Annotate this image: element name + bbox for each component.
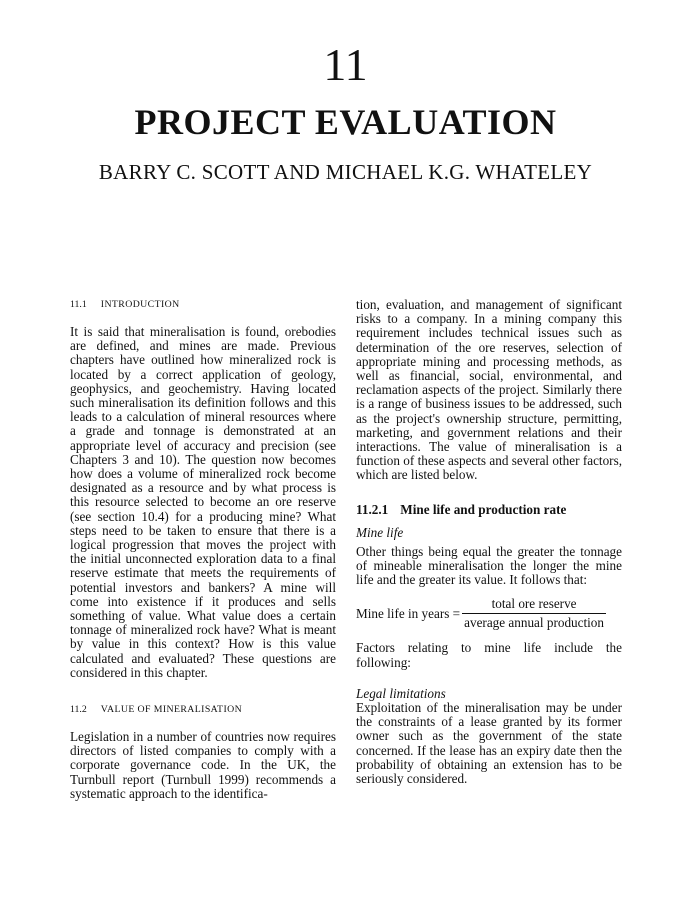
right-column	[356, 298, 622, 786]
chapter-authors: BARRY C. SCOTT AND MICHAEL K.G. WHATELEY	[98, 160, 593, 184]
formula-lhs: Mine life in years =	[356, 605, 461, 621]
subsection-number: 11.2.1	[356, 501, 389, 517]
value-paragraph-start: Legislation in a number of countries now requires directors of listed companies to comply with a corporate governance code. In the UK, the Turnbull report (Turnbull 1999) recommends a systematic approach to the identifica-	[70, 729, 336, 801]
italic-heading-legal: Legal limitations	[356, 685, 446, 701]
subsection-heading-mine-life	[356, 502, 622, 518]
formula-denominator: average annual production	[464, 615, 604, 631]
section-title: INTRODUCTION	[100, 299, 180, 310]
left-column	[70, 298, 336, 801]
section-heading-value	[70, 703, 336, 717]
section-number: 11.1	[70, 299, 87, 310]
chapter-number: 11	[323, 39, 368, 90]
mine-life-paragraph: Other things being equal the greater the tonnage of mineable mineralisation the longer the mine life and the greater its value. It follows that:	[356, 543, 622, 588]
section-heading-introduction	[70, 298, 336, 312]
section-title: VALUE OF MINERALISATION	[100, 704, 243, 716]
factors-intro-paragraph: Factors relating to mine life include the following:	[356, 640, 622, 670]
introduction-paragraph: It is said that mineralisation is found, orebodies are defined, and mines are made. Previous chapters have outlined how mineralized rock is located by a correct application of geology, geophysics, and geochemistry. Having located such mineralisation its definition follows and this leads to a calculation of mineral resources where a grade and tonnage is demonstrated at an appropriate level of accuracy and precision (see Chapters 3 and 10). The question now becomes how does a volume of mineralized rock become designated as a resource and by what process is this resource selected to become an ore reserve (see section 10.4) for a producing mine? What steps need to be taken to ensure that there is a logical progression that moves the project with the initial unconnected exploration data to a final reserve estimate that meets the requirements of potential investors and bankers? A mine will come into existence if it produces and sells something of value. What value does a certain tonnage of mineralized rock have? What is meant by value in this context? How is this value calculated and evaluated? These questions are considered in this chapter.	[70, 324, 336, 680]
value-paragraph-continued: tion, evaluation, and management of significant risks to a company. In a mining company this requirement includes technical issues such as determination of the ore reserves, selection of appropriate mining and processing methods, as well as financial, social, environmental, and reclamation aspects of the project. Similarly there is a range of business issues to be addressed, such as the project's ownership structure, permitting, marketing, and government relations and their interactions. The value of mineralisation is a function of these aspects and several other factors, which are listed below.	[356, 297, 622, 483]
mine-life-formula	[356, 596, 622, 631]
chapter-title: PROJECT EVALUATION	[134, 102, 557, 142]
formula-numerator: total ore reserve	[491, 596, 577, 612]
italic-heading-mine-life: Mine life	[356, 524, 404, 540]
subsection-title: Mine life and production rate	[400, 501, 567, 517]
formula-fraction	[462, 596, 606, 631]
section-number: 11.2	[70, 704, 87, 716]
legal-paragraph: Exploitation of the mineralisation may be under the constraints of a lease granted by its former owner such as the government of the state concerned. If the lease has an expiry date then the probability of obtaining an extension has to be seriously considered.	[356, 700, 622, 787]
